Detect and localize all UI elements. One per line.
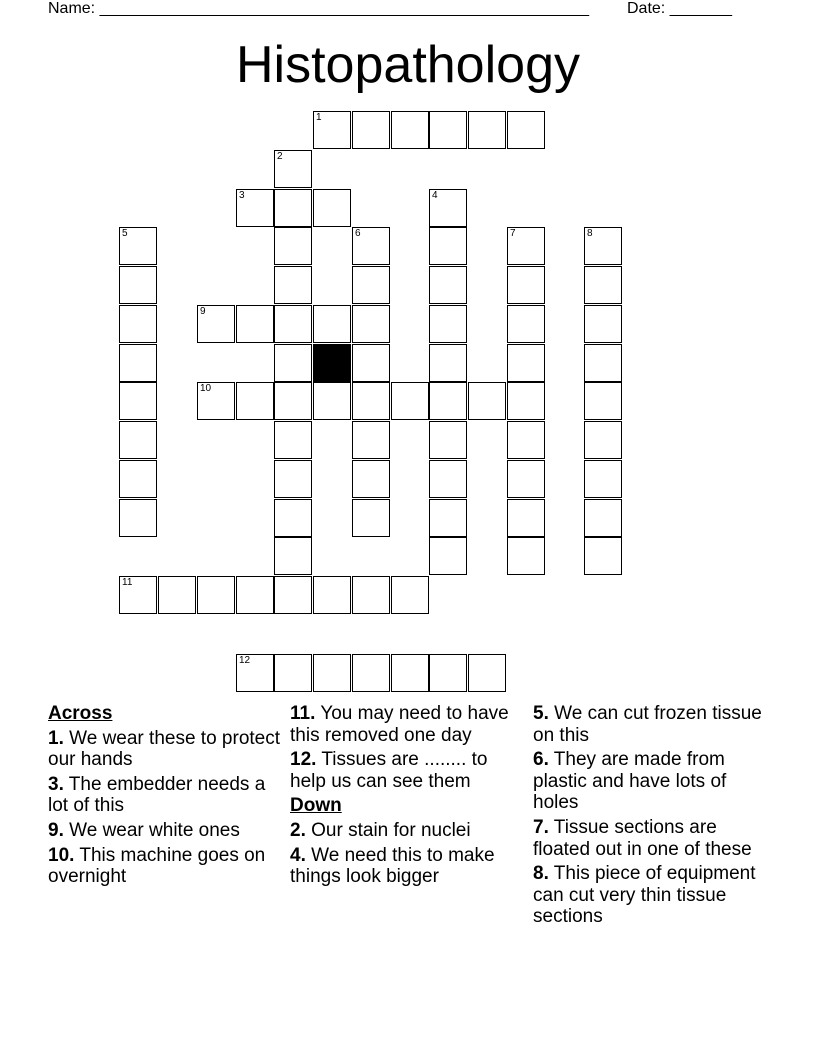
- grid-cell[interactable]: [507, 537, 545, 575]
- clue-number-label: 4: [432, 190, 438, 201]
- grid-cell[interactable]: [274, 654, 312, 692]
- grid-cell[interactable]: [429, 227, 467, 265]
- grid-cell[interactable]: [468, 382, 506, 420]
- grid-cell[interactable]: [274, 305, 312, 343]
- across-heading: Across: [48, 703, 113, 724]
- grid-cell[interactable]: [429, 305, 467, 343]
- grid-cell[interactable]: [274, 382, 312, 420]
- grid-cell[interactable]: [429, 111, 467, 149]
- grid-cell[interactable]: [429, 344, 467, 382]
- grid-cell[interactable]: [274, 189, 312, 227]
- grid-cell[interactable]: [584, 227, 622, 265]
- grid-cell[interactable]: [429, 499, 467, 537]
- grid-cell[interactable]: [352, 382, 390, 420]
- grid-cell[interactable]: [313, 576, 351, 614]
- grid-cell[interactable]: [352, 460, 390, 498]
- grid-cell[interactable]: [507, 382, 545, 420]
- grid-cell[interactable]: [274, 344, 312, 382]
- across-clue-11: 11. You may need to have this removed one day: [290, 703, 509, 746]
- grid-cell[interactable]: [197, 305, 235, 343]
- clue-number-label: 8: [587, 228, 593, 239]
- grid-cell[interactable]: [119, 382, 157, 420]
- grid-cell[interactable]: [352, 499, 390, 537]
- grid-cell[interactable]: [274, 266, 312, 304]
- grid-cell[interactable]: [584, 305, 622, 343]
- grid-cell[interactable]: [507, 111, 545, 149]
- clue-number-label: 12: [239, 655, 251, 666]
- grid-cell[interactable]: [352, 227, 390, 265]
- grid-cell[interactable]: [429, 382, 467, 420]
- down-heading: Down: [290, 795, 342, 817]
- grid-cell[interactable]: [274, 150, 312, 188]
- grid-cell[interactable]: [352, 305, 390, 343]
- grid-cell[interactable]: [274, 460, 312, 498]
- clue-number-label: 2: [277, 151, 283, 162]
- grid-cell[interactable]: [429, 537, 467, 575]
- grid-cell[interactable]: [119, 305, 157, 343]
- grid-cell[interactable]: [119, 227, 157, 265]
- across-clue-1: 1. We wear these to protect our hands: [48, 727, 281, 771]
- grid-cell[interactable]: [429, 421, 467, 459]
- page-title: Histopathology: [236, 36, 580, 94]
- grid-cell[interactable]: [119, 344, 157, 382]
- name-field: Name: _______________________________________________________: [48, 0, 589, 17]
- grid-cell[interactable]: [313, 305, 351, 343]
- grid-cell[interactable]: [507, 421, 545, 459]
- grid-cell[interactable]: [236, 305, 274, 343]
- grid-cell[interactable]: [584, 344, 622, 382]
- grid-cell[interactable]: [429, 460, 467, 498]
- grid-cell[interactable]: [391, 654, 429, 692]
- across-clue-3: 3. The embedder needs a lot of this: [48, 773, 266, 817]
- clue-number-label: 3: [239, 190, 245, 201]
- grid-cell[interactable]: [119, 576, 157, 614]
- grid-cell[interactable]: [507, 460, 545, 498]
- clue-number-label: 9: [200, 306, 206, 317]
- grid-cell[interactable]: [429, 189, 467, 227]
- across-clue-9: 9. We wear white ones: [48, 819, 240, 841]
- clue-number-label: 6: [355, 228, 361, 239]
- grid-cell[interactable]: [507, 344, 545, 382]
- grid-cell[interactable]: [236, 382, 274, 420]
- grid-cell[interactable]: [584, 537, 622, 575]
- clue-column-1: [48, 703, 284, 891]
- grid-cell[interactable]: [584, 499, 622, 537]
- grid-cell[interactable]: [468, 111, 506, 149]
- grid-cell[interactable]: [236, 576, 274, 614]
- grid-cell[interactable]: [236, 189, 274, 227]
- grid-cell[interactable]: [313, 189, 351, 227]
- grid-cell[interactable]: [584, 421, 622, 459]
- grid-cell[interactable]: [119, 421, 157, 459]
- clue-number-label: 11: [122, 577, 133, 588]
- down-clue-8: 8. This piece of equipment can cut very thin tissue sections: [533, 863, 756, 928]
- down-clue-7: 7. Tissue sections are floated out in one of these: [533, 816, 752, 860]
- grid-cell[interactable]: [391, 576, 429, 614]
- grid-cell[interactable]: [468, 654, 506, 692]
- grid-cell[interactable]: [352, 344, 390, 382]
- grid-cell[interactable]: [119, 266, 157, 304]
- clue-number-label: 10: [200, 383, 212, 394]
- down-clue-6: 6. They are made from plastic and have lots of holes: [533, 749, 727, 814]
- grid-cell[interactable]: [274, 499, 312, 537]
- across-clue-10: 10. This machine goes on overnight: [48, 844, 266, 888]
- grid-cell[interactable]: [119, 499, 157, 537]
- grid-cell[interactable]: [391, 382, 429, 420]
- grid-cell[interactable]: [429, 266, 467, 304]
- grid-cell[interactable]: [352, 111, 390, 149]
- grid-cell[interactable]: [119, 460, 157, 498]
- grid-black-cell: [313, 344, 351, 382]
- grid-cell[interactable]: [313, 654, 351, 692]
- down-clue-2: 2. Our stain for nuclei: [290, 819, 471, 841]
- grid-cell[interactable]: [313, 111, 351, 149]
- clue-number-label: 7: [510, 228, 516, 239]
- clue-number-label: 1: [316, 112, 322, 123]
- grid-cell[interactable]: [274, 421, 312, 459]
- grid-cell[interactable]: [197, 382, 235, 420]
- grid-cell[interactable]: [197, 576, 235, 614]
- grid-cell[interactable]: [507, 499, 545, 537]
- grid-cell[interactable]: [236, 654, 274, 692]
- down-clue-5: 5. We can cut frozen tissue on this: [533, 703, 762, 746]
- grid-cell[interactable]: [507, 227, 545, 265]
- grid-cell[interactable]: [352, 654, 390, 692]
- clue-column-3: [533, 703, 773, 931]
- grid-cell[interactable]: [158, 576, 196, 614]
- date-field: Date: _______: [627, 0, 732, 17]
- grid-cell[interactable]: [391, 111, 429, 149]
- grid-cell[interactable]: [507, 305, 545, 343]
- clue-number-label: 5: [122, 228, 128, 239]
- grid-cell[interactable]: [507, 266, 545, 304]
- grid-cell[interactable]: [274, 537, 312, 575]
- grid-cell[interactable]: [584, 266, 622, 304]
- grid-cell[interactable]: [584, 460, 622, 498]
- grid-cell[interactable]: [313, 382, 351, 420]
- grid-cell[interactable]: [352, 266, 390, 304]
- grid-cell[interactable]: [584, 382, 622, 420]
- grid-cell[interactable]: [274, 576, 312, 614]
- across-clue-12: 12. Tissues are ........ to help us can see them: [290, 749, 488, 792]
- grid-cell[interactable]: [429, 654, 467, 692]
- grid-cell[interactable]: [352, 576, 390, 614]
- clue-column-2: [290, 703, 528, 891]
- grid-cell[interactable]: [352, 421, 390, 459]
- down-clue-4: 4. We need this to make things look bigger: [290, 844, 495, 888]
- grid-cell[interactable]: [274, 227, 312, 265]
